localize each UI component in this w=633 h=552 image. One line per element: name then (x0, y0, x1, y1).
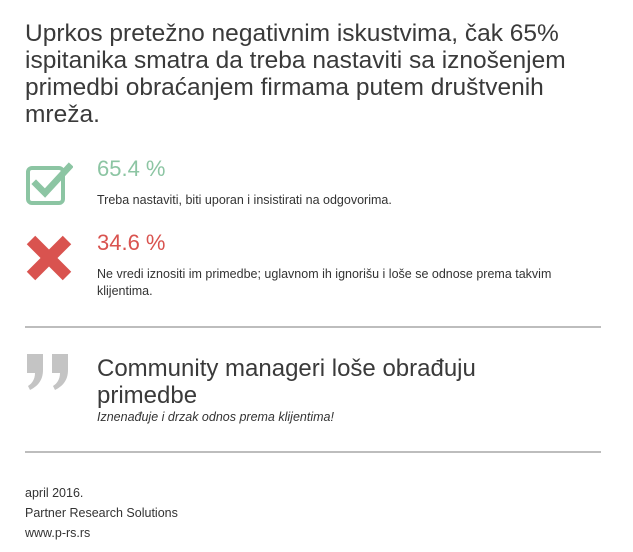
red-x-icon (25, 234, 73, 282)
stat-percent: 65.4 % (97, 156, 166, 181)
footer-website[interactable]: www.p-rs.rs (25, 526, 91, 540)
footer-date: april 2016. (25, 486, 84, 500)
divider (25, 326, 601, 328)
footer (25, 483, 178, 543)
stat-description: Ne vredi iznositi im primedbe; uglavnom ih ignorišu i loše se odnose prema takvim klijentima. (97, 267, 552, 298)
quote-subtitle: Iznenađuje i drzak odnos prema klijentima! (97, 410, 334, 424)
checkbox-check-icon (25, 160, 73, 208)
divider (25, 451, 601, 453)
headline: Uprkos pretežno negativnim iskustvima, čak 65% ispitanika smatra da treba nastaviti sa iznošenjem primedbi obraćanjem firmama putem društvenih mreža. (25, 20, 566, 128)
stat-description: Treba nastaviti, biti uporan i insistirati na odgovorima. (97, 193, 392, 207)
quote-title: Community manageri loše obrađuju primedbe (97, 355, 476, 409)
stat-percent: 34.6 % (97, 230, 166, 255)
footer-company: Partner Research Solutions (25, 506, 178, 520)
quote-mark-icon (25, 352, 73, 392)
